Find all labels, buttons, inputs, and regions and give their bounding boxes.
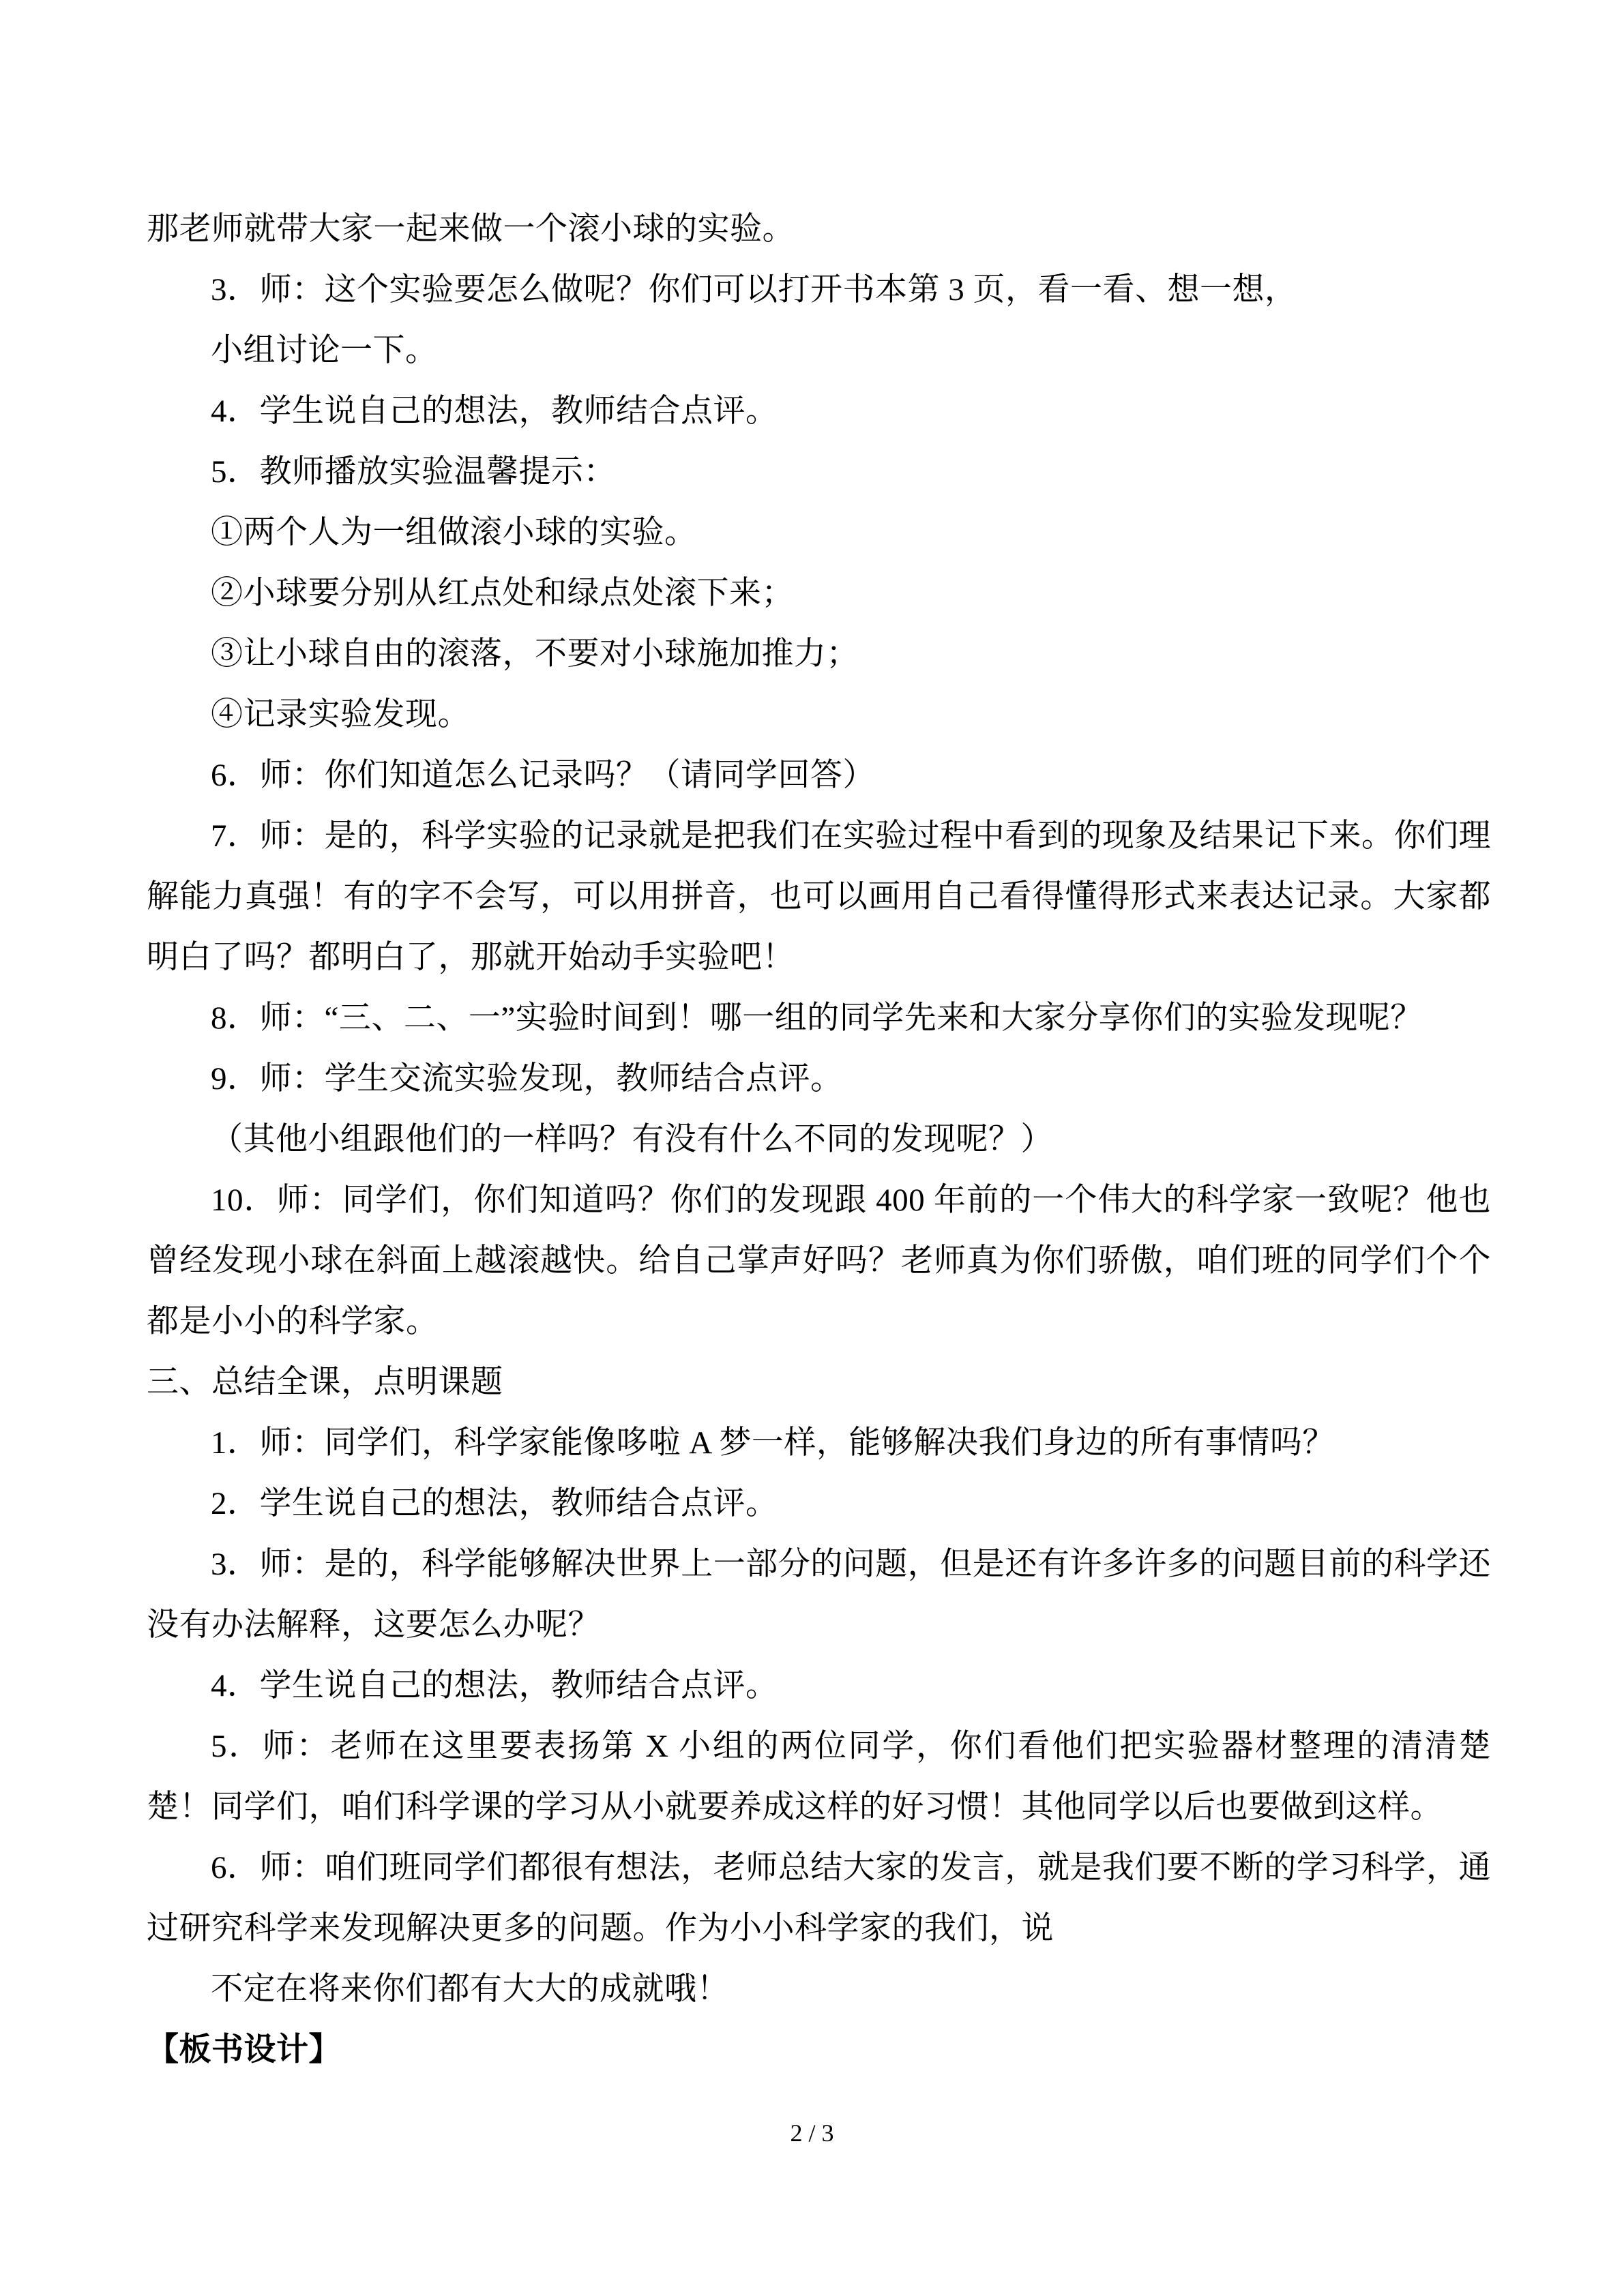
paragraph: 4．学生说自己的想法，教师结合点评。	[211, 1668, 778, 1703]
list-item-2: ②小球要分别从红点处和绿点处滚下来；	[211, 576, 794, 611]
paragraph: 4．学生说自己的想法，教师结合点评。	[211, 393, 778, 429]
paragraph: 2．学生说自己的想法，教师结合点评。	[211, 1486, 778, 1521]
list-item-4: ④记录实验发现。	[211, 697, 470, 732]
paragraph: 不定在将来你们都有大大的成就哦！	[211, 1971, 729, 2007]
paragraph: 3．师：这个实验要怎么做呢？你们可以打开书本第 3 页，看一看、想一想，	[211, 272, 1297, 308]
paragraph: 10．师：同学们，你们知道吗？你们的发现跟 400 年前的一个伟大的科学家一致呢？他也曾经发现小球在斜面上越滚越快。给自己掌声好吗？老师真为你们骄傲，咱们班的同学们个个都是小小的科学家。	[147, 1182, 1491, 1339]
paragraph: 小组讨论一下。	[211, 333, 438, 368]
paragraph: （其他小组跟他们的一样吗？有没有什么不同的发现呢？）	[211, 1122, 1053, 1157]
paragraph: 9．师：学生交流实验发现，教师结合点评。	[211, 1061, 843, 1097]
paragraph: 5．教师播放实验温馨提示：	[211, 454, 616, 490]
paragraph: 1．师：同学们，科学家能像哆啦 A 梦一样，能够解决我们身边的所有事情吗？	[211, 1425, 1335, 1461]
paragraph: 3．师：是的，科学能够解决世界上一部分的问题，但是还有许多许多的问题目前的科学还没有办法解释，这要怎么办呢？	[147, 1547, 1491, 1643]
page-footer	[0, 2119, 1624, 2147]
board-design-heading: 【板书设计】	[147, 2032, 341, 2068]
paragraph: 5．师：老师在这里要表扬第 X 小组的两位同学，你们看他们把实验器材整理的清清楚楚！同学们，咱们科学课的学习从小就要养成这样的好习惯！其他同学以后也要做到这样。	[147, 1729, 1491, 1825]
paragraph: 7．师：是的，科学实验的记录就是把我们在实验过程中看到的现象及结果记下来。你们理解能力真强！有的字不会写，可以用拼音，也可以画用自己看得懂得形式来表达记录。大家都明白了吗？都明白了，那就开始动手实验吧！	[147, 818, 1491, 975]
paragraph: 8．师：“三、二、一”实验时间到！哪一组的同学先来和大家分享你们的实验发现呢？	[211, 1000, 1423, 1036]
paragraph: 那老师就带大家一起来做一个滚小球的实验。	[147, 211, 795, 247]
paragraph: 6．师：咱们班同学们都很有想法，老师总结大家的发言，就是我们要不断的学习科学，通过研究科学来发现解决更多的问题。作为小小科学家的我们，说	[147, 1850, 1491, 1946]
list-item-3: ③让小球自由的滚落，不要对小球施加推力；	[211, 636, 859, 672]
document-body	[147, 199, 1491, 2081]
list-item-1: ①两个人为一组做滚小球的实验。	[211, 515, 697, 550]
page-number: 2 / 3	[790, 2119, 834, 2147]
paragraph: 6．师：你们知道怎么记录吗？（请同学回答）	[211, 758, 875, 793]
section-heading: 三、总结全课，点明课题	[147, 1365, 503, 1400]
